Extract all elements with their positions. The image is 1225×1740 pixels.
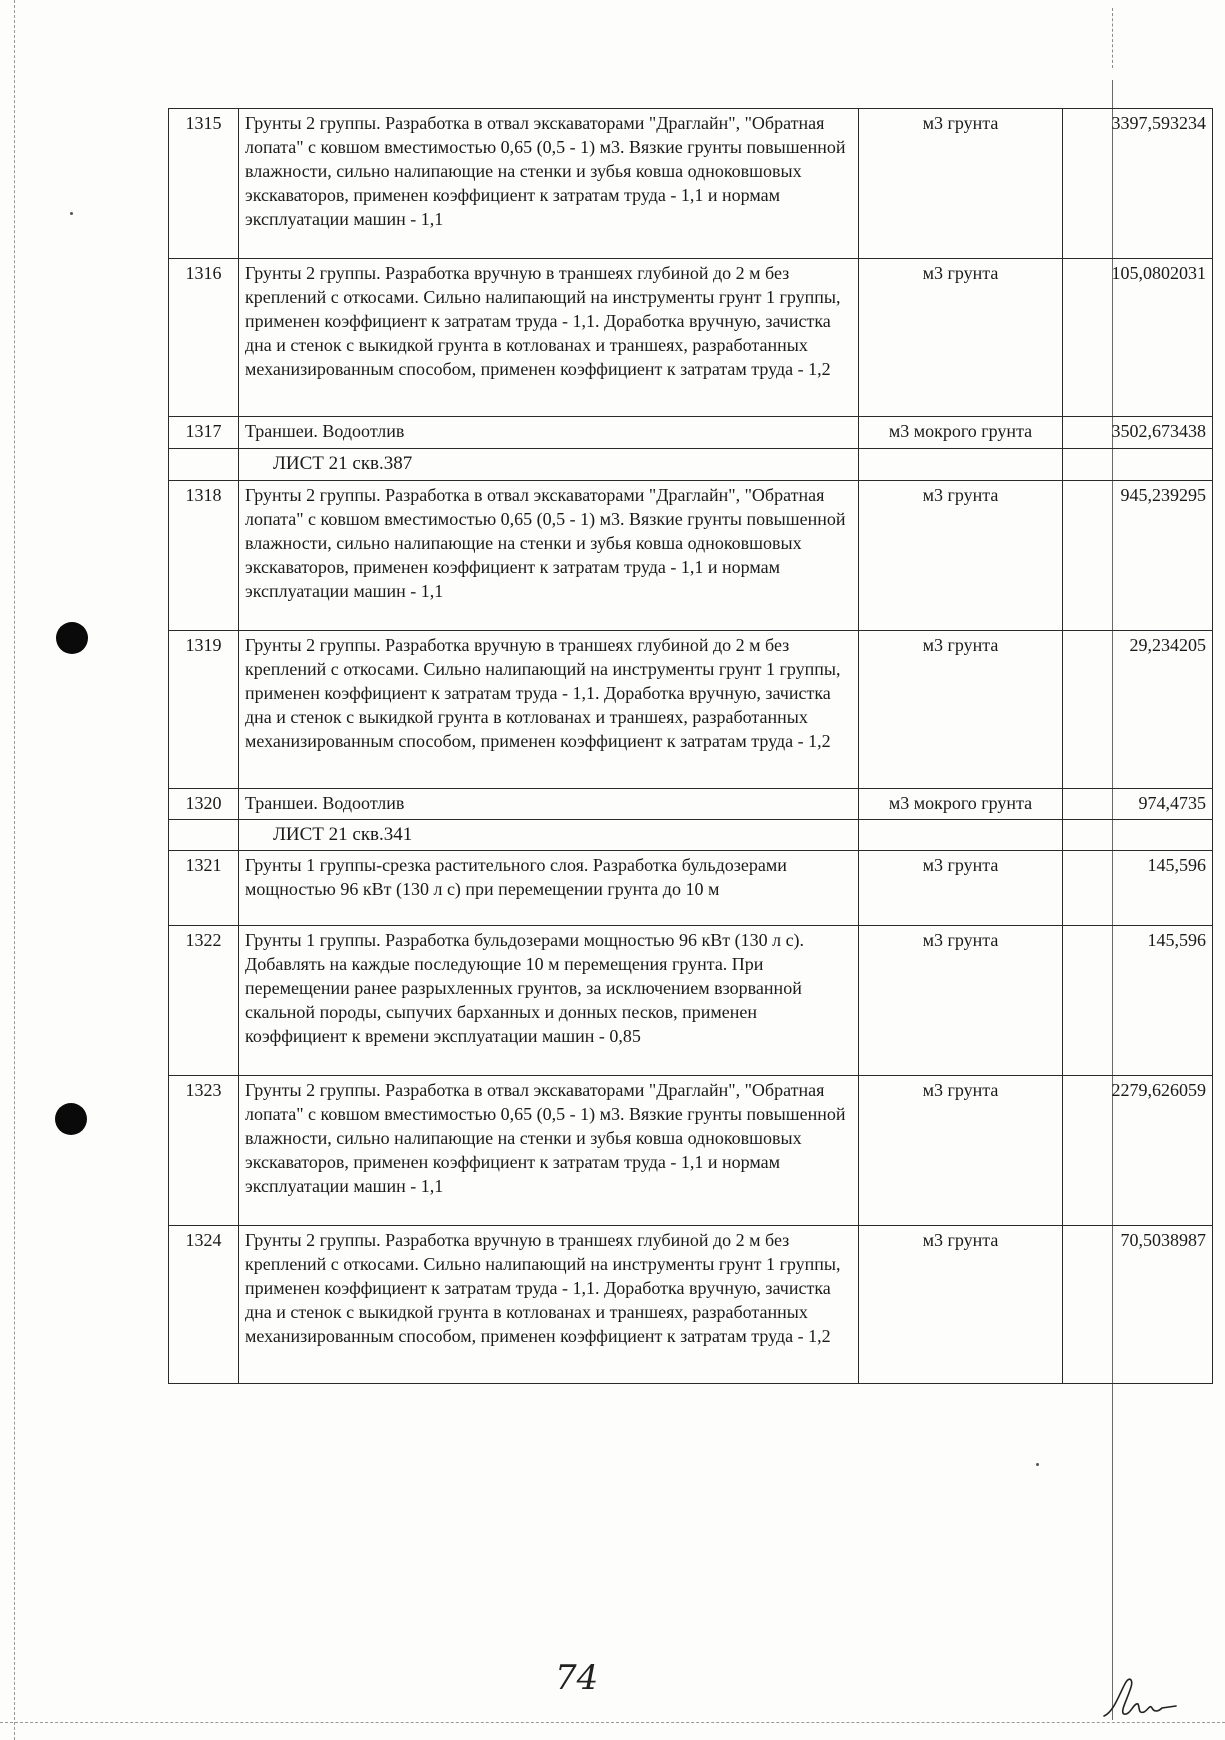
- row-quantity: 945,239295: [1063, 481, 1213, 631]
- page-number: 74: [555, 1658, 599, 1698]
- sheet-header-row: [169, 820, 1213, 851]
- row-description: Грунты 2 группы. Разработка вручную в траншеях глубиной до 2 м без креплений с откосами. Сильно налипающий на инструменты грунт 1 группы, применен коэффициент к затратам труда - 1,1. Доработка вручную, зачистка дна и стенок с выкидкой грунта в котлованах и траншеях, разработанных механизированным способом, применен коэффициент к затратам труда - 1,2: [239, 259, 859, 417]
- row-number: 1320: [169, 789, 239, 820]
- row-unit: м3 мокрого грунта: [859, 789, 1063, 820]
- sheet-qty-cell: [1063, 820, 1213, 851]
- scan-speck: [1036, 1463, 1039, 1466]
- row-quantity: 2279,626059: [1063, 1076, 1213, 1226]
- row-quantity: 974,4735: [1063, 789, 1213, 820]
- table-row: [169, 1226, 1213, 1384]
- sheet-num-cell: [169, 449, 239, 481]
- table-row: [169, 926, 1213, 1076]
- sheet-unit-cell: [859, 820, 1063, 851]
- row-number: 1323: [169, 1076, 239, 1226]
- signature-mark: [1100, 1672, 1180, 1722]
- row-unit: м3 грунта: [859, 259, 1063, 417]
- row-description: Грунты 1 группы-срезка растительного слоя. Разработка бульдозерами мощностью 96 кВт (130 л с) при перемещении грунта до 10 м: [239, 851, 859, 926]
- sheet-header-row: [169, 449, 1213, 481]
- row-number: 1317: [169, 417, 239, 449]
- row-quantity: 105,0802031: [1063, 259, 1213, 417]
- punch-hole: [55, 1103, 87, 1135]
- row-quantity: 70,5038987: [1063, 1226, 1213, 1384]
- table-row: [169, 109, 1213, 259]
- row-quantity: 29,234205: [1063, 631, 1213, 789]
- row-unit: м3 грунта: [859, 1076, 1063, 1226]
- row-unit: м3 грунта: [859, 1226, 1063, 1384]
- table-row: [169, 481, 1213, 631]
- scan-edge-left: [14, 0, 15, 1740]
- table-row: [169, 417, 1213, 449]
- row-description: Грунты 2 группы. Разработка в отвал экскаваторами "Драглайн", "Обратная лопата" с ковшом вместимостью 0,65 (0,5 - 1) м3. Вязкие грунты повышенной влажности, сильно налипающие на стенки и зубья ковша одноковшовых экскаваторов, применен коэффициент к затратам труда - 1,1 и нормам эксплуатации машин - 1,1: [239, 1076, 859, 1226]
- table-row: [169, 259, 1213, 417]
- row-unit: м3 мокрого грунта: [859, 417, 1063, 449]
- row-quantity: 145,596: [1063, 851, 1213, 926]
- row-description: Грунты 2 группы. Разработка в отвал экскаваторами "Драглайн", "Обратная лопата" с ковшом вместимостью 0,65 (0,5 - 1) м3. Вязкие грунты повышенной влажности, сильно налипающие на стенки и зубья ковша одноковшовых экскаваторов, применен коэффициент к затратам труда - 1,1 и нормам эксплуатации машин - 1,1: [239, 109, 859, 259]
- sheet-unit-cell: [859, 449, 1063, 481]
- row-unit: м3 грунта: [859, 851, 1063, 926]
- row-unit: м3 грунта: [859, 109, 1063, 259]
- row-description: Траншеи. Водоотлив: [239, 789, 859, 820]
- table-row: [169, 1076, 1213, 1226]
- row-unit: м3 грунта: [859, 631, 1063, 789]
- table-row: [169, 789, 1213, 820]
- works-table-body: [169, 109, 1213, 1384]
- row-description: Грунты 2 группы. Разработка вручную в траншеях глубиной до 2 м без креплений с откосами. Сильно налипающий на инструменты грунт 1 группы, применен коэффициент к затратам труда - 1,1. Доработка вручную, зачистка дна и стенок с выкидкой грунта в котлованах и траншеях, разработанных механизированным способом, применен коэффициент к затратам труда - 1,2: [239, 1226, 859, 1384]
- row-number: 1322: [169, 926, 239, 1076]
- row-description: Грунты 2 группы. Разработка вручную в траншеях глубиной до 2 м без креплений с откосами. Сильно налипающий на инструменты грунт 1 группы, применен коэффициент к затратам труда - 1,1. Доработка вручную, зачистка дна и стенок с выкидкой грунта в котлованах и траншеях, разработанных механизированным способом, применен коэффициент к затратам труда - 1,2: [239, 631, 859, 789]
- punch-hole: [56, 622, 88, 654]
- row-number: 1316: [169, 259, 239, 417]
- scan-edge-top-right: [1112, 8, 1113, 68]
- row-description: Грунты 1 группы. Разработка бульдозерами мощностью 96 кВт (130 л с). Добавлять на каждые последующие 10 м перемещения грунта. При перемещении ранее разрыхленных грунтов, за исключением взорванной скальной породы, сыпучих барханных и донных песков, применен коэффициент к времени эксплуатации машин - 0,85: [239, 926, 859, 1076]
- row-quantity: 145,596: [1063, 926, 1213, 1076]
- scan-speck: [70, 212, 73, 215]
- row-unit: м3 грунта: [859, 926, 1063, 1076]
- table-row: [169, 851, 1213, 926]
- row-number: 1321: [169, 851, 239, 926]
- sheet-title: ЛИСТ 21 скв.341: [239, 820, 859, 851]
- row-quantity: 3502,673438: [1063, 417, 1213, 449]
- row-number: 1319: [169, 631, 239, 789]
- row-number: 1315: [169, 109, 239, 259]
- row-quantity: 3397,593234: [1063, 109, 1213, 259]
- scan-edge-bottom: [0, 1722, 1225, 1723]
- sheet-qty-cell: [1063, 449, 1213, 481]
- row-unit: м3 грунта: [859, 481, 1063, 631]
- row-number: 1318: [169, 481, 239, 631]
- row-description: Траншеи. Водоотлив: [239, 417, 859, 449]
- sheet-num-cell: [169, 820, 239, 851]
- row-number: 1324: [169, 1226, 239, 1384]
- table-row: [169, 631, 1213, 789]
- sheet-title: ЛИСТ 21 скв.387: [239, 449, 859, 481]
- row-description: Грунты 2 группы. Разработка в отвал экскаваторами "Драглайн", "Обратная лопата" с ковшом вместимостью 0,65 (0,5 - 1) м3. Вязкие грунты повышенной влажности, сильно налипающие на стенки и зубья ковша одноковшовых экскаваторов, применен коэффициент к затратам труда - 1,1 и нормам эксплуатации машин - 1,1: [239, 481, 859, 631]
- works-table: [168, 108, 1213, 1384]
